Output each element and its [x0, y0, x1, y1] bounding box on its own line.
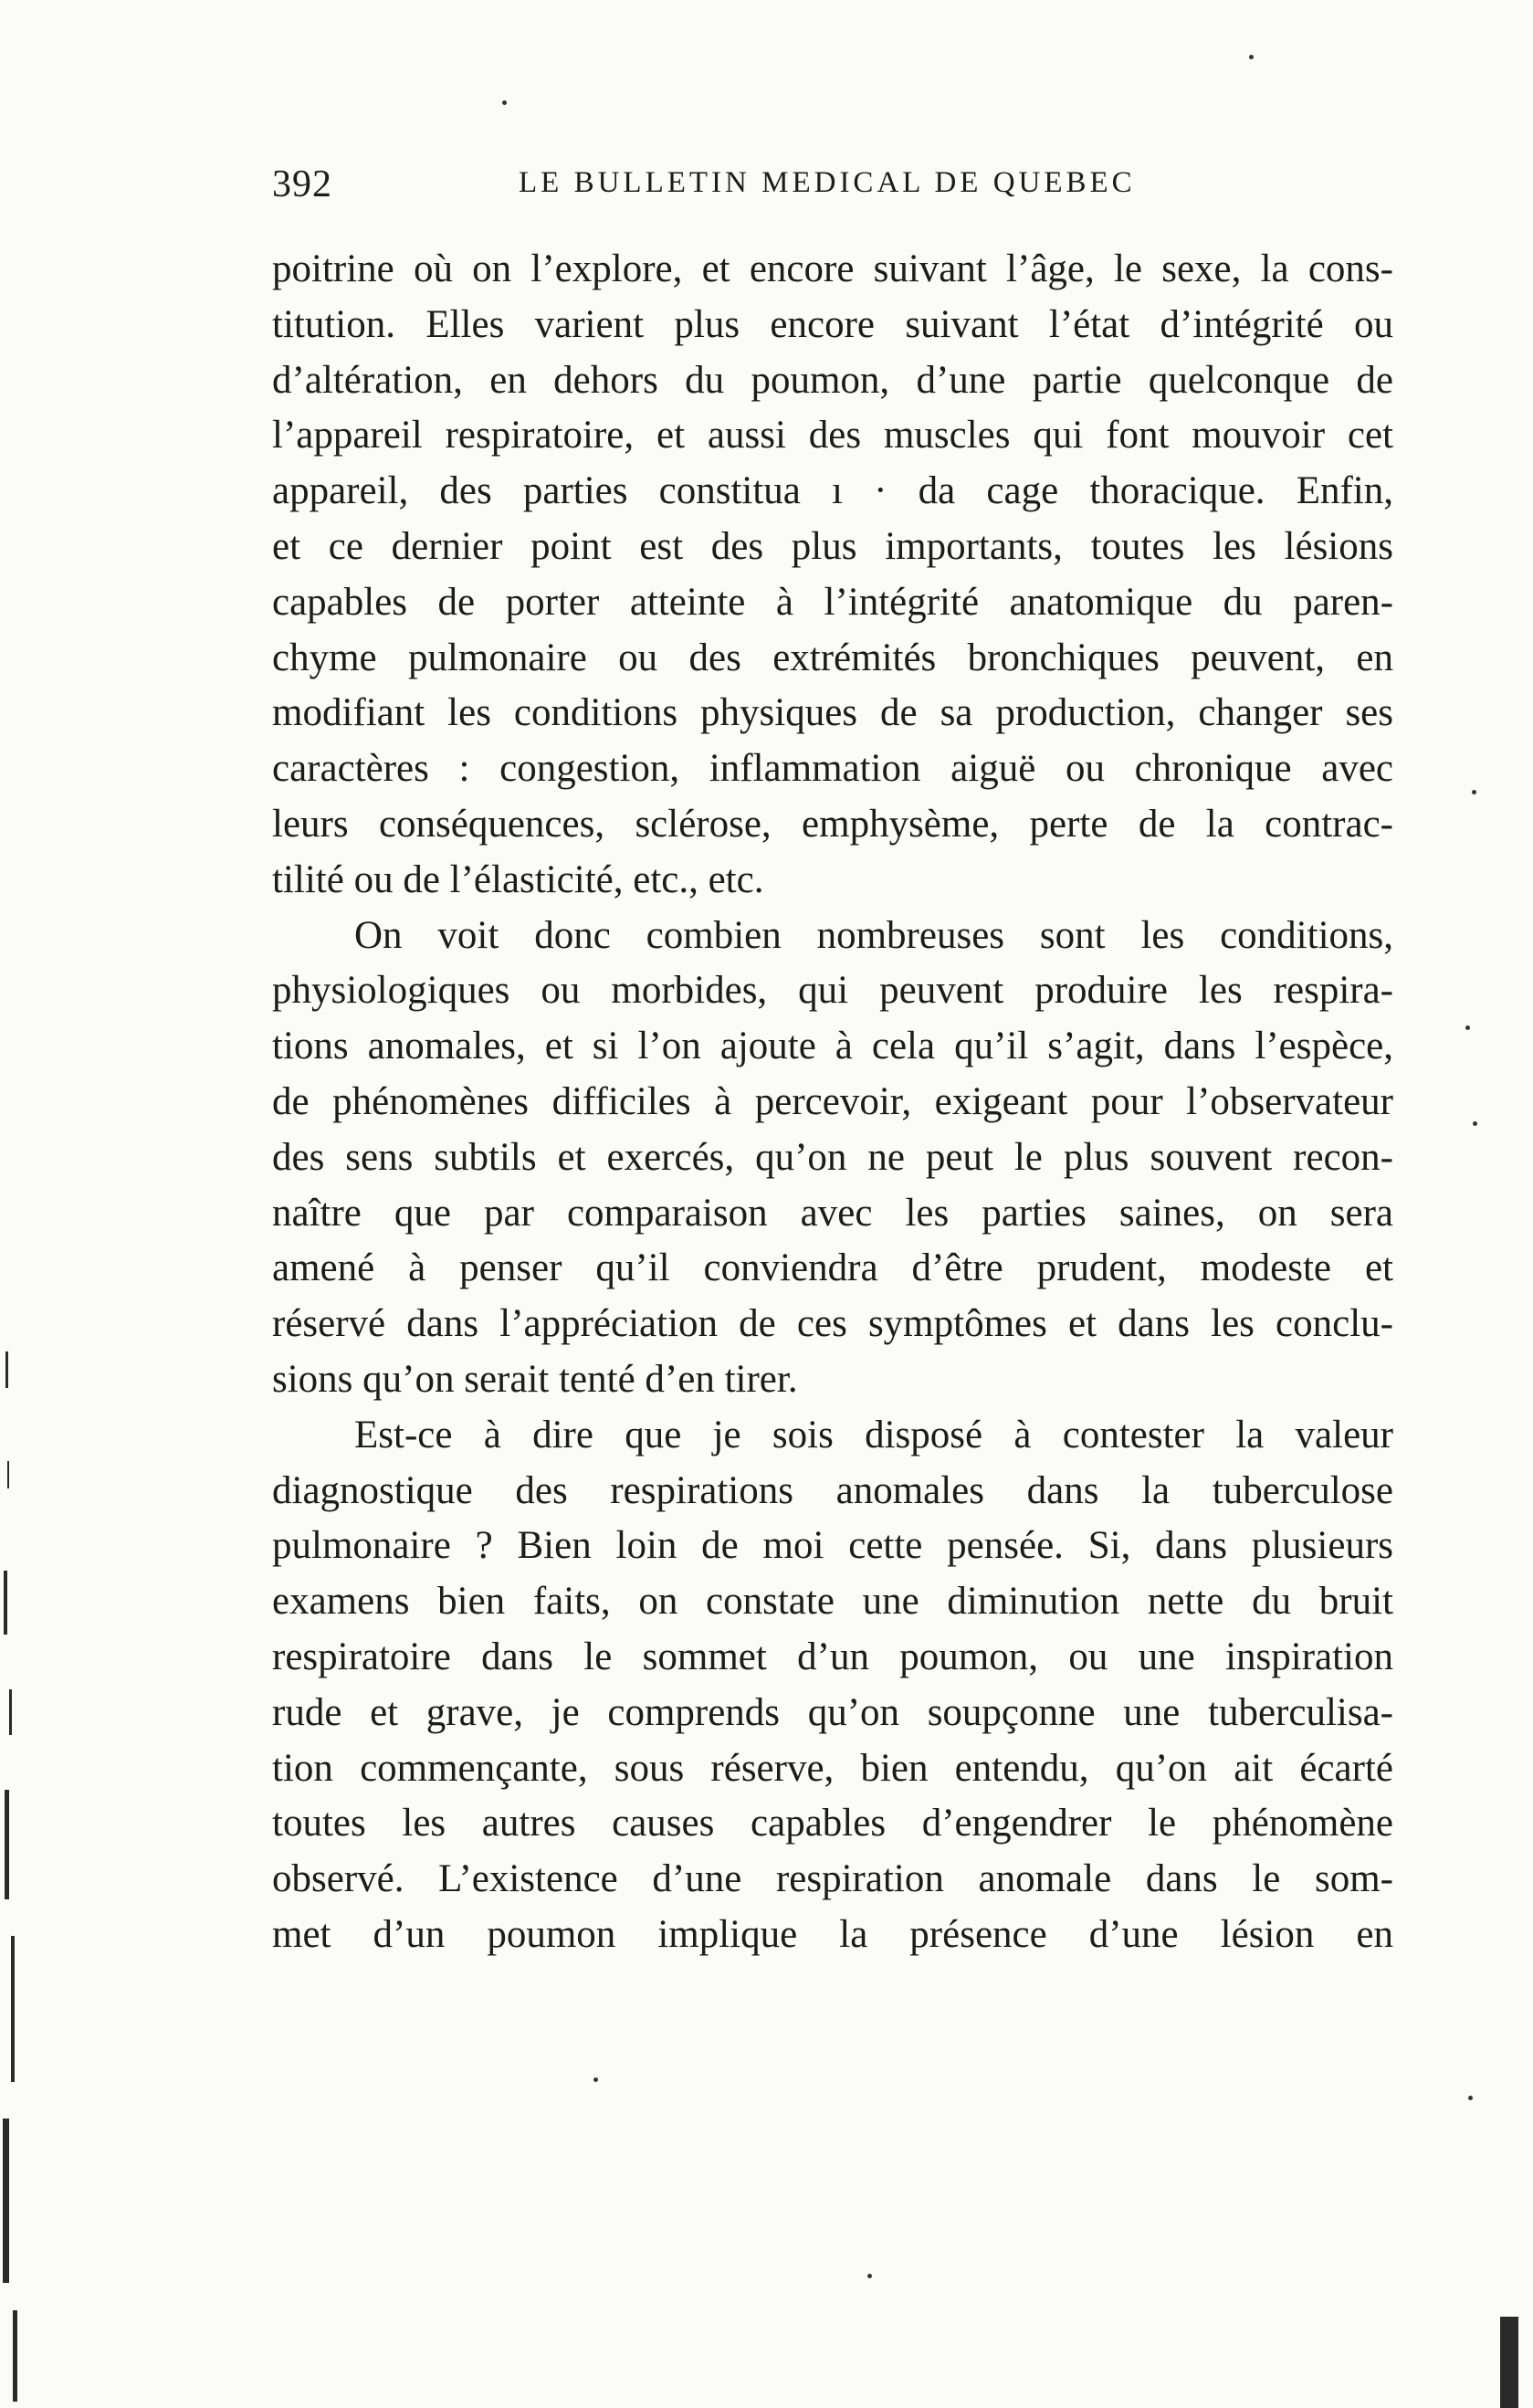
text-line: tion commençante, sous réserve, bien entendu, qu’on ait écarté: [272, 1746, 1393, 1790]
text-line: l’appareil respiratoire, et aussi des muscles qui font mouvoir cet: [272, 414, 1393, 457]
text-line: met d’un poumon implique la présence d’une lésion en: [272, 1912, 1393, 1956]
text-line: naître que par comparaison avec les parties saines, on sera: [272, 1191, 1393, 1235]
text-line: sions qu’on serait tenté d’en tirer.: [272, 1357, 798, 1401]
scan-corner-artifact: [1491, 2298, 1526, 2408]
text-line: des sens subtils et exercés, qu’on ne peut le plus souvent recon-: [272, 1135, 1393, 1179]
text-line: pulmonaire ? Bien loin de moi cette pensée. Si, dans plusieurs: [272, 1524, 1393, 1568]
page-header: [272, 163, 1194, 217]
text-line: poitrine où on l’explore, et encore suivant l’âge, le sexe, la cons-: [272, 247, 1393, 290]
text-line: appareil, des parties constitua ı · da cage thoracique. Enfin,: [272, 469, 1393, 513]
text-line: toutes les autres causes capables d’engendrer le phénomène: [272, 1802, 1393, 1845]
scan-edge-artifact: [0, 1297, 27, 2408]
page-number: 392: [272, 163, 332, 205]
scan-speck: [1468, 2096, 1473, 2100]
text-line: respiratoire dans le sommet d’un poumon, ou une inspiration: [272, 1635, 1393, 1678]
text-line: et ce dernier point est des plus importants, toutes les lésions: [272, 524, 1393, 568]
text-line: diagnostique des respirations anomales dans la tuberculose: [272, 1468, 1393, 1512]
scan-speck: [1473, 1121, 1477, 1126]
text-line: chyme pulmonaire ou des extrémités bronchiques peuvent, en: [272, 636, 1393, 679]
text-line: amené à penser qu’il conviendra d’être prudent, modeste et: [272, 1246, 1393, 1290]
scan-speck: [1249, 55, 1254, 59]
paragraph-1: [272, 242, 1393, 909]
text-line: modifiant les conditions physiques de sa production, changer ses: [272, 691, 1393, 735]
scan-speck: [502, 100, 507, 105]
text-line: leurs conséquences, sclérose, emphysème, perte de la contrac-: [272, 802, 1393, 846]
body-text: [272, 242, 1393, 1963]
text-line: examens bien faits, on constate une diminution nette du bruit: [272, 1580, 1393, 1624]
scan-speck: [1472, 790, 1476, 794]
text-line: de phénomènes difficiles à percevoir, exigeant pour l’observateur: [272, 1079, 1393, 1123]
paragraph-2: [272, 909, 1393, 1408]
paragraph-3: [272, 1408, 1393, 1963]
running-head: LE BULLETIN MEDICAL DE QUEBEC: [519, 166, 1136, 199]
scan-speck: [867, 2274, 872, 2278]
text-line: réservé dans l’appréciation de ces symptômes et dans les conclu-: [272, 1302, 1393, 1346]
text-line: On voit donc combien nombreuses sont les conditions,: [354, 913, 1393, 957]
scan-speck: [593, 2077, 598, 2082]
text-line: rude et grave, je comprends qu’on soupçonne une tuberculisa-: [272, 1690, 1393, 1734]
text-line: caractères : congestion, inflammation aiguë ou chronique avec: [272, 747, 1393, 791]
text-line: Est-ce à dire que je sois disposé à contester la valeur: [354, 1413, 1393, 1456]
text-line: tions anomales, et si l’on ajoute à cela qu’il s’agit, dans l’espèce,: [272, 1025, 1393, 1068]
text-line: capables de porter atteinte à l’intégrité anatomique du paren-: [272, 580, 1393, 624]
text-line: tilité ou de l’élasticité, etc., etc.: [272, 857, 764, 901]
text-line: titution. Elles varient plus encore suivant l’état d’intégrité ou: [272, 302, 1393, 346]
scan-speck: [1465, 1025, 1470, 1030]
text-line: observé. L’existence d’une respiration anomale dans le som-: [272, 1857, 1393, 1901]
text-line: physiologiques ou morbides, qui peuvent produire les respira-: [272, 969, 1393, 1013]
text-line: d’altération, en dehors du poumon, d’une partie quelconque de: [272, 358, 1393, 402]
